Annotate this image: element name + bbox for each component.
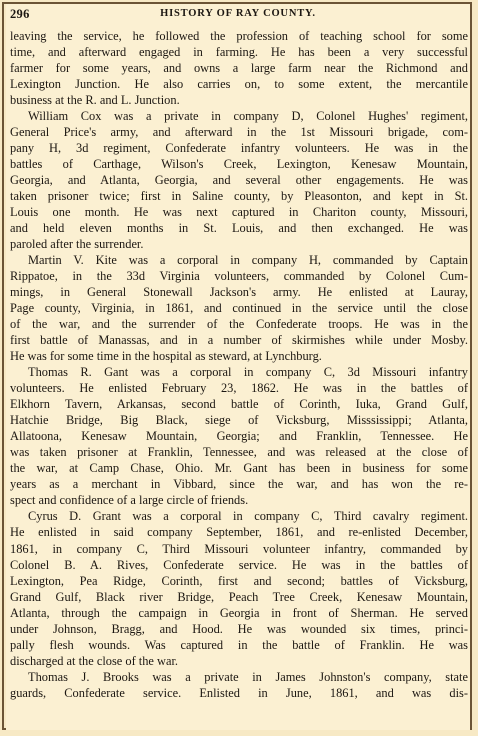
text-line: Lexington, Pea Ridge, Corinth, first and second; battles of Vicksburg,	[10, 573, 468, 588]
text-line: Thomas J. Brooks was a private in James Johnston's company, state	[28, 669, 468, 684]
text-line: Page county, Virginia, in 1861, and continued in the service until the close	[10, 301, 468, 316]
text-line: was taken prisoner at Franklin, Tennessee, and was released at the close of	[10, 445, 468, 460]
text-line: Allatoona, Kenesaw Mountain, Georgia; and Franklin, Tennessee. He	[10, 429, 468, 444]
text-line: He was for some time in the hospital as steward, at Lynchburg.	[10, 349, 322, 364]
text-line: of the war, and the surrender of the Confederate troops. He was in the	[10, 317, 468, 332]
text-line: William Cox was a private in company D, Colonel Hughes' regiment,	[28, 109, 468, 124]
text-line: Thomas R. Gant was a corporal in company C, 3d Missouri infantry	[28, 365, 468, 380]
text-line: pany H, 3d regiment, Confederate infantry volunteers. He was in the	[10, 141, 468, 156]
text-line: Cyrus D. Grant was a corporal in company C, Third cavalry regiment.	[28, 509, 468, 524]
text-line: Atlanta, through the campaign in Georgia in front of Sherman. He served	[10, 605, 468, 620]
text-line: business at the R. and L. Junction.	[10, 93, 180, 108]
text-line: pally flesh wounds. Was captured in the battle of Franklin. He was	[10, 637, 468, 652]
text-line: 1861, in company C, Third Missouri volunteer infantry, commanded by	[10, 541, 468, 556]
page-header	[10, 7, 466, 25]
text-line: time, and afterward engaged in farming. He has been a very successful	[10, 45, 468, 60]
text-line: and held eleven months in St. Louis, and then exchanged. He was	[10, 221, 468, 236]
text-line: mings, in General Stonewall Jackson's army. He enlisted at Lauray,	[10, 285, 468, 300]
text-line: He enlisted in said company September, 1861, and re-enlisted December,	[10, 525, 468, 540]
text-line: the war, at Camp Chase, Ohio. Mr. Gant has been in business for some	[10, 461, 468, 476]
text-line: years as a merchant in Vibbard, since the war, and has won the re-	[10, 477, 468, 492]
text-line: Colonel B. A. Rives, Confederate service. He was in the battles of	[10, 557, 468, 572]
text-line: Georgia, and Atlanta, Georgia, and several other engagements. He was	[10, 173, 468, 188]
text-line: taken prisoner twice; first in Saline county, by Pleasonton, and kept in St.	[10, 189, 468, 204]
text-line: spect and confidence of a large circle of friends.	[10, 493, 249, 508]
text-line: discharged at the close of the war.	[10, 653, 179, 668]
running-title: HISTORY OF RAY COUNTY.	[160, 8, 316, 19]
body-text	[10, 28, 468, 701]
text-line: Louis one month. He was next captured in Chariton county, Missouri,	[10, 205, 468, 220]
text-line: Martin V. Kite was a corporal in company H, commanded by Captain	[28, 253, 468, 268]
text-line: Elkhorn Tavern, Arkansas, second battle of Corinth, Iuka, Grand Gulf,	[10, 397, 468, 412]
page-number: 296	[10, 7, 30, 21]
text-line: volunteers. He enlisted February 23, 1862. He was in the battles of	[10, 381, 468, 396]
text-line: battles of Carthage, Wilson's Creek, Lexington, Kenesaw Mountain,	[10, 157, 468, 172]
text-line: guards, Confederate service. Enlisted in June, 1861, and was dis-	[10, 685, 468, 700]
text-line: paroled after the surrender.	[10, 237, 144, 252]
text-line: General Price's army, and afterward in the 1st Missouri brigade, com-	[10, 125, 468, 140]
text-line: leaving the service, he followed the profession of teaching school for some	[10, 29, 468, 43]
text-line: Rippatoe, in the 33d Virginia volunteers, commanded by Colonel Cum-	[10, 269, 468, 284]
book-page	[6, 4, 470, 730]
text-line: first battle of Manassas, and in a number of skirmishes while under Mosby.	[10, 333, 468, 348]
text-line: Hatchie Bridge, Big Black, siege of Vicksburg, Misssissippi; Atlanta,	[10, 413, 468, 428]
text-line: farmer for some years, and owns a large farm near the Richmond and	[10, 61, 468, 76]
text-line: under Johnson, Bragg, and Hood. He was wounded six times, princi-	[10, 621, 468, 636]
text-line: Grand Gulf, Black river Bridge, Peach Tree Creek, Kenesaw Mountain,	[10, 589, 468, 604]
text-line: Lexington Junction. He also carries on, to some extent, the mercantile	[10, 77, 468, 92]
